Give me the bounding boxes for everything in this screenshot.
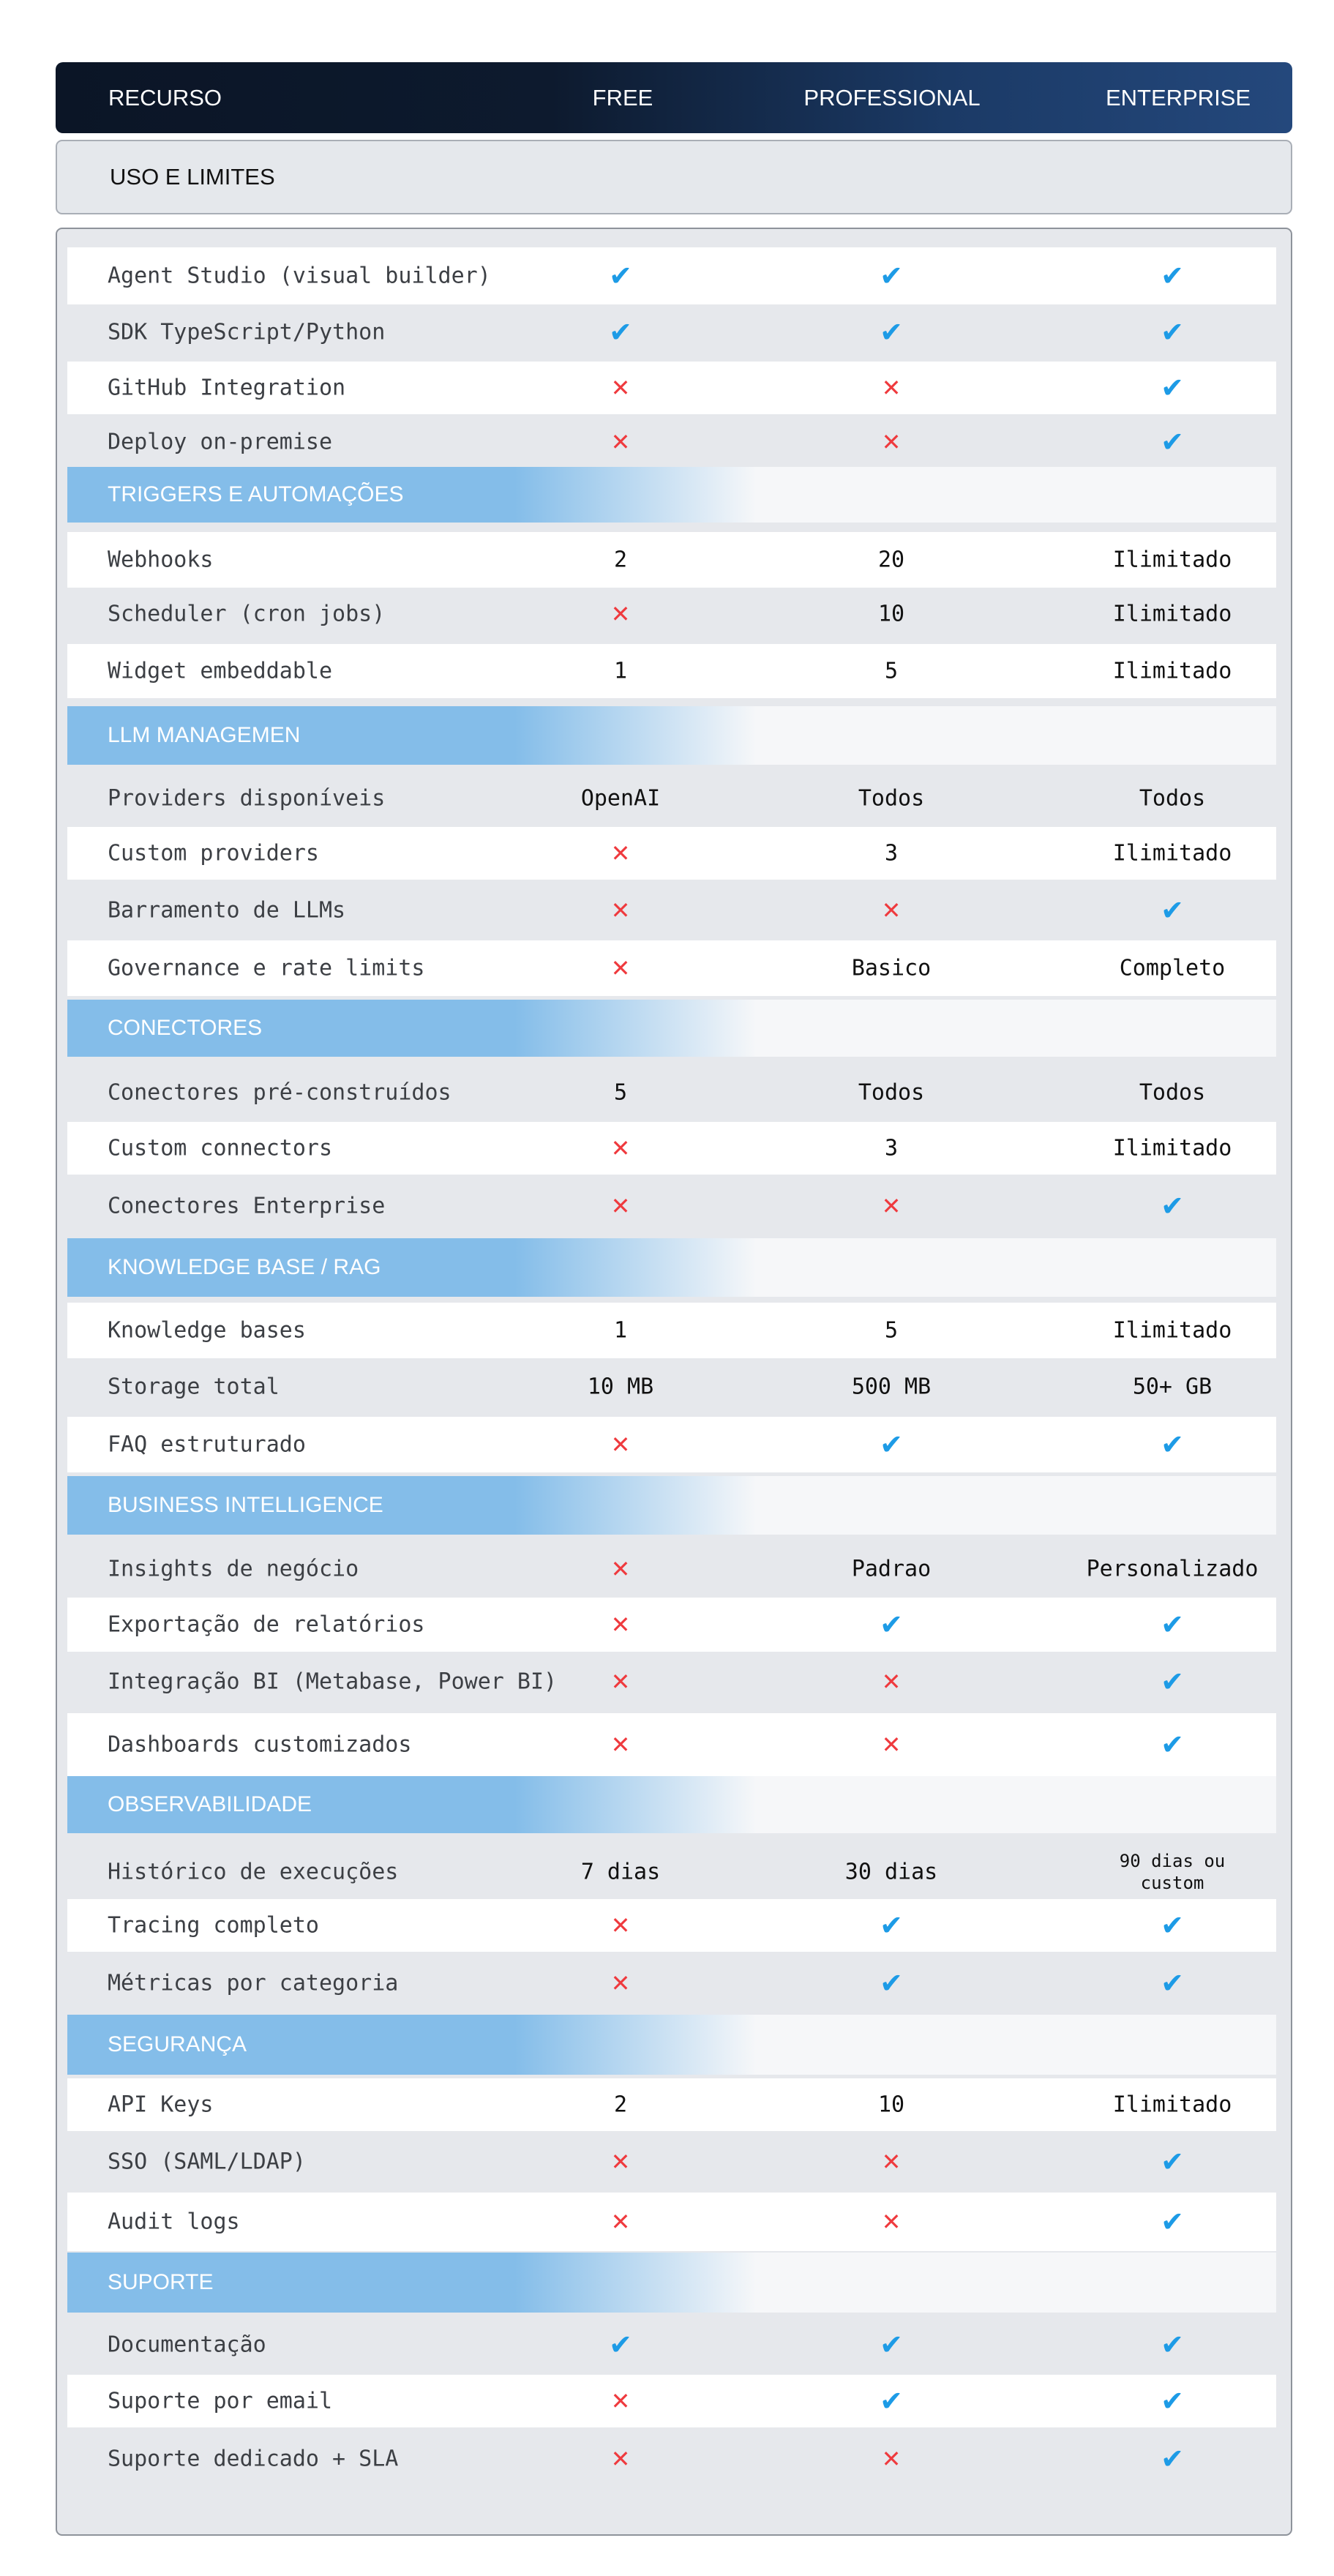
feature-label: Conectores Enterprise: [108, 1193, 386, 1219]
plan-value-pro: 3: [884, 840, 899, 866]
check-icon: ✔: [609, 316, 632, 348]
cross-icon: ✕: [881, 2148, 902, 2176]
feature-row-faq-estruturado: [67, 1417, 1276, 1472]
feature-label: Widget embeddable: [108, 658, 333, 684]
check-icon: ✔: [1161, 2329, 1184, 2361]
check-icon: ✔: [609, 2329, 632, 2361]
plan-value-pro: 30 dias: [844, 1859, 938, 1885]
header-professional-column: PROFESSIONAL: [803, 84, 981, 111]
header-free-column: FREE: [592, 84, 653, 111]
plan-value-ent: Ilimitado: [1112, 1135, 1232, 1161]
section-title: CONECTORES: [108, 1016, 263, 1040]
feature-row-conectores-enterprise: [67, 1177, 1276, 1235]
feature-row-conectores-pre-construidos: [67, 1065, 1276, 1120]
feature-label: FAQ estruturado: [108, 1431, 306, 1458]
section-header-triggers-e-automacoes: [67, 467, 1276, 523]
plan-value-free: 2: [613, 2092, 628, 2118]
cross-icon: ✕: [881, 374, 902, 402]
check-icon: ✔: [1161, 2206, 1184, 2238]
section-title: SUPORTE: [108, 2270, 214, 2294]
feature-label: API Keys: [108, 2092, 214, 2118]
header-feature-column: RECURSO: [108, 84, 222, 111]
table-header: [56, 62, 1292, 133]
feature-row-suporte-dedicado-sla: [67, 2431, 1276, 2487]
check-icon: ✔: [1161, 260, 1184, 292]
feature-row-agent-studio-visual-builder: [67, 247, 1276, 304]
feature-label: Scheduler (cron jobs): [108, 601, 386, 627]
plan-value-free: 10 MB: [587, 1374, 654, 1400]
check-icon: ✔: [880, 1609, 903, 1641]
plan-value-ent: Ilimitado: [1112, 2092, 1232, 2118]
cross-icon: ✕: [610, 1731, 631, 1759]
check-icon: ✔: [1161, 1609, 1184, 1641]
cross-icon: ✕: [610, 1554, 631, 1583]
feature-row-metricas-por-categoria: [67, 1954, 1276, 2012]
feature-label: Webhooks: [108, 547, 214, 573]
feature-row-knowledge-bases: [67, 1303, 1276, 1358]
plan-value-ent: Ilimitado: [1112, 1317, 1232, 1344]
cross-icon: ✕: [881, 896, 902, 924]
cross-icon: ✕: [610, 600, 631, 628]
section-title: BUSINESS INTELLIGENCE: [108, 1493, 383, 1517]
section-title: TRIGGERS E AUTOMAÇÕES: [108, 482, 404, 506]
feature-label: Suporte por email: [108, 2388, 333, 2414]
feature-row-tracing-completo: [67, 1899, 1276, 1952]
check-icon: ✔: [880, 1909, 903, 1942]
plan-value-pro: Todos: [858, 1079, 925, 1106]
plan-value-free: 5: [613, 1079, 628, 1106]
cross-icon: ✕: [610, 839, 631, 867]
check-icon: ✔: [1161, 426, 1184, 458]
cross-icon: ✕: [881, 1731, 902, 1759]
plan-value-pro: 500 MB: [851, 1374, 932, 1400]
check-icon: ✔: [1161, 1429, 1184, 1461]
feature-row-sso-saml-ldap: [67, 2134, 1276, 2190]
plan-value-ent: Ilimitado: [1112, 547, 1232, 573]
plan-value-free: OpenAI: [580, 785, 661, 812]
check-icon: ✔: [1161, 372, 1184, 404]
feature-row-integracao-bi-metabase-power-bi: [67, 1654, 1276, 1710]
feature-label: Insights de negócio: [108, 1556, 359, 1581]
plan-value-ent: Ilimitado: [1112, 601, 1232, 627]
cross-icon: ✕: [610, 374, 631, 402]
feature-row-custom-providers: [67, 827, 1276, 880]
feature-row-insights-de-negocio: [67, 1541, 1276, 1596]
feature-label: SDK TypeScript/Python: [108, 319, 386, 345]
feature-label: Suporte dedicado + SLA: [108, 2446, 399, 2472]
check-icon: ✔: [1161, 2146, 1184, 2178]
plan-value-ent: Personalizado: [1086, 1556, 1259, 1581]
plan-value-ent: 50+ GB: [1132, 1374, 1213, 1400]
feature-row-custom-connectors: [67, 1122, 1276, 1175]
header-enterprise-column: ENTERPRISE: [1105, 84, 1251, 111]
plan-value-free: 7 dias: [580, 1859, 661, 1885]
feature-label: Documentação: [108, 2332, 266, 2358]
feature-row-audit-logs: [67, 2193, 1276, 2251]
cross-icon: ✕: [610, 2445, 631, 2473]
check-icon: ✔: [1161, 2443, 1184, 2475]
cross-icon: ✕: [610, 2208, 631, 2236]
section-header-seguranca: [67, 2015, 1276, 2075]
plan-value-ent: Completo: [1119, 955, 1226, 981]
cross-icon: ✕: [610, 428, 631, 456]
cross-icon: ✕: [610, 1611, 631, 1639]
plan-value-ent: Ilimitado: [1112, 658, 1232, 684]
section-header-suporte: [67, 2253, 1276, 2313]
plan-value-pro: Basico: [851, 955, 932, 981]
check-icon: ✔: [880, 2329, 903, 2361]
check-icon: ✔: [880, 316, 903, 348]
feature-row-providers-disponiveis: [67, 770, 1276, 827]
section-header-observabilidade: [67, 1776, 1276, 1833]
feature-row-barramento-de-llms: [67, 883, 1276, 938]
feature-label: Métricas por categoria: [108, 1970, 399, 1996]
feature-label: SSO (SAML/LDAP): [108, 2149, 306, 2175]
feature-label: Deploy on-premise: [108, 429, 333, 455]
section-header-business-intelligence: [67, 1476, 1276, 1535]
feature-row-historico-de-execucoes: [67, 1846, 1276, 1898]
plan-value-pro: Todos: [858, 785, 925, 812]
feature-label: Custom connectors: [108, 1135, 333, 1161]
check-icon: ✔: [1161, 1967, 1184, 1999]
check-icon: ✔: [880, 2385, 903, 2417]
cross-icon: ✕: [610, 896, 631, 924]
cross-icon: ✕: [610, 1668, 631, 1696]
plan-value-ent: Ilimitado: [1112, 840, 1232, 866]
feature-row-suporte-por-email: [67, 2375, 1276, 2427]
section-header-conectores: [67, 1000, 1276, 1057]
check-icon: ✔: [1161, 316, 1184, 348]
feature-row-webhooks: [67, 532, 1276, 588]
check-icon: ✔: [1161, 1909, 1184, 1942]
cross-icon: ✕: [881, 1192, 902, 1220]
usage-limits-title: USO E LIMITES: [110, 164, 275, 190]
feature-label: Tracing completo: [108, 1912, 319, 1939]
plan-value-pro: 20: [877, 547, 905, 573]
feature-row-github-integration: [67, 362, 1276, 414]
feature-label: Dashboards customizados: [108, 1731, 412, 1758]
feature-label: Storage total: [108, 1374, 280, 1400]
cross-icon: ✕: [881, 2445, 902, 2473]
cross-icon: ✕: [610, 954, 631, 982]
check-icon: ✔: [880, 1967, 903, 1999]
plan-value-pro: 5: [884, 1317, 899, 1344]
feature-row-api-keys: [67, 2078, 1276, 2131]
feature-row-storage-total: [67, 1360, 1276, 1414]
section-title: KNOWLEDGE BASE / RAG: [108, 1255, 381, 1279]
feature-label: GitHub Integration: [108, 375, 346, 401]
plan-value-ent: Todos: [1139, 785, 1206, 812]
feature-row-sdk-typescript-python: [67, 306, 1276, 359]
plan-value-pro: Padrao: [851, 1556, 932, 1581]
section-title: OBSERVABILIDADE: [108, 1792, 312, 1816]
cross-icon: ✕: [610, 1192, 631, 1220]
feature-label: Audit logs: [108, 2209, 240, 2235]
feature-label: Providers disponíveis: [108, 785, 386, 812]
check-icon: ✔: [1161, 2385, 1184, 2417]
feature-label: Conectores pré-construídos: [108, 1079, 451, 1106]
cross-icon: ✕: [610, 2387, 631, 2415]
feature-row-governance-e-rate-limits: [67, 940, 1276, 996]
check-icon: ✔: [880, 1429, 903, 1461]
cross-icon: ✕: [881, 428, 902, 456]
cross-icon: ✕: [881, 2208, 902, 2236]
plan-value-ent: 90 dias ou custom: [1119, 1851, 1226, 1893]
feature-label: Agent Studio (visual builder): [108, 263, 491, 289]
plan-value-pro: 10: [877, 601, 905, 627]
check-icon: ✔: [1161, 894, 1184, 926]
feature-row-scheduler-cron-jobs: [67, 588, 1276, 640]
section-title: LLM MANAGEMEN: [108, 723, 301, 747]
section-title: SEGURANÇA: [108, 2032, 247, 2056]
feature-label: Governance e rate limits: [108, 955, 425, 981]
cross-icon: ✕: [610, 1969, 631, 1997]
check-icon: ✔: [1161, 1729, 1184, 1761]
cross-icon: ✕: [610, 1912, 631, 1939]
check-icon: ✔: [609, 260, 632, 292]
feature-row-deploy-on-premise: [67, 417, 1276, 467]
plan-value-pro: 10: [877, 2092, 905, 2118]
cross-icon: ✕: [881, 1668, 902, 1696]
cross-icon: ✕: [610, 1134, 631, 1162]
feature-label: Barramento de LLMs: [108, 897, 346, 924]
feature-label: Knowledge bases: [108, 1317, 306, 1344]
plan-value-pro: 3: [884, 1135, 899, 1161]
plan-value-free: 2: [613, 547, 628, 573]
section-header-knowledge-base-rag: [67, 1238, 1276, 1297]
feature-row-widget-embeddable: [67, 644, 1276, 698]
feature-label: Custom providers: [108, 840, 319, 866]
check-icon: ✔: [1161, 1666, 1184, 1698]
plan-value-free: 1: [613, 1317, 628, 1344]
feature-label: Integração BI (Metabase, Power BI): [108, 1669, 558, 1695]
usage-limits-section-header: [56, 140, 1292, 214]
feature-label: Exportação de relatórios: [108, 1611, 425, 1638]
feature-row-documentacao: [67, 2318, 1276, 2372]
section-header-llm-managemen: [67, 706, 1276, 765]
check-icon: ✔: [1161, 1190, 1184, 1222]
feature-row-dashboards-customizados: [67, 1713, 1276, 1776]
plan-value-pro: 5: [884, 658, 899, 684]
check-icon: ✔: [880, 260, 903, 292]
plan-value-free: 1: [613, 658, 628, 684]
feature-row-exportacao-de-relatorios: [67, 1598, 1276, 1652]
feature-label: Histórico de execuções: [108, 1859, 399, 1885]
cross-icon: ✕: [610, 1431, 631, 1459]
cross-icon: ✕: [610, 2148, 631, 2176]
plan-value-ent: Todos: [1139, 1079, 1206, 1106]
